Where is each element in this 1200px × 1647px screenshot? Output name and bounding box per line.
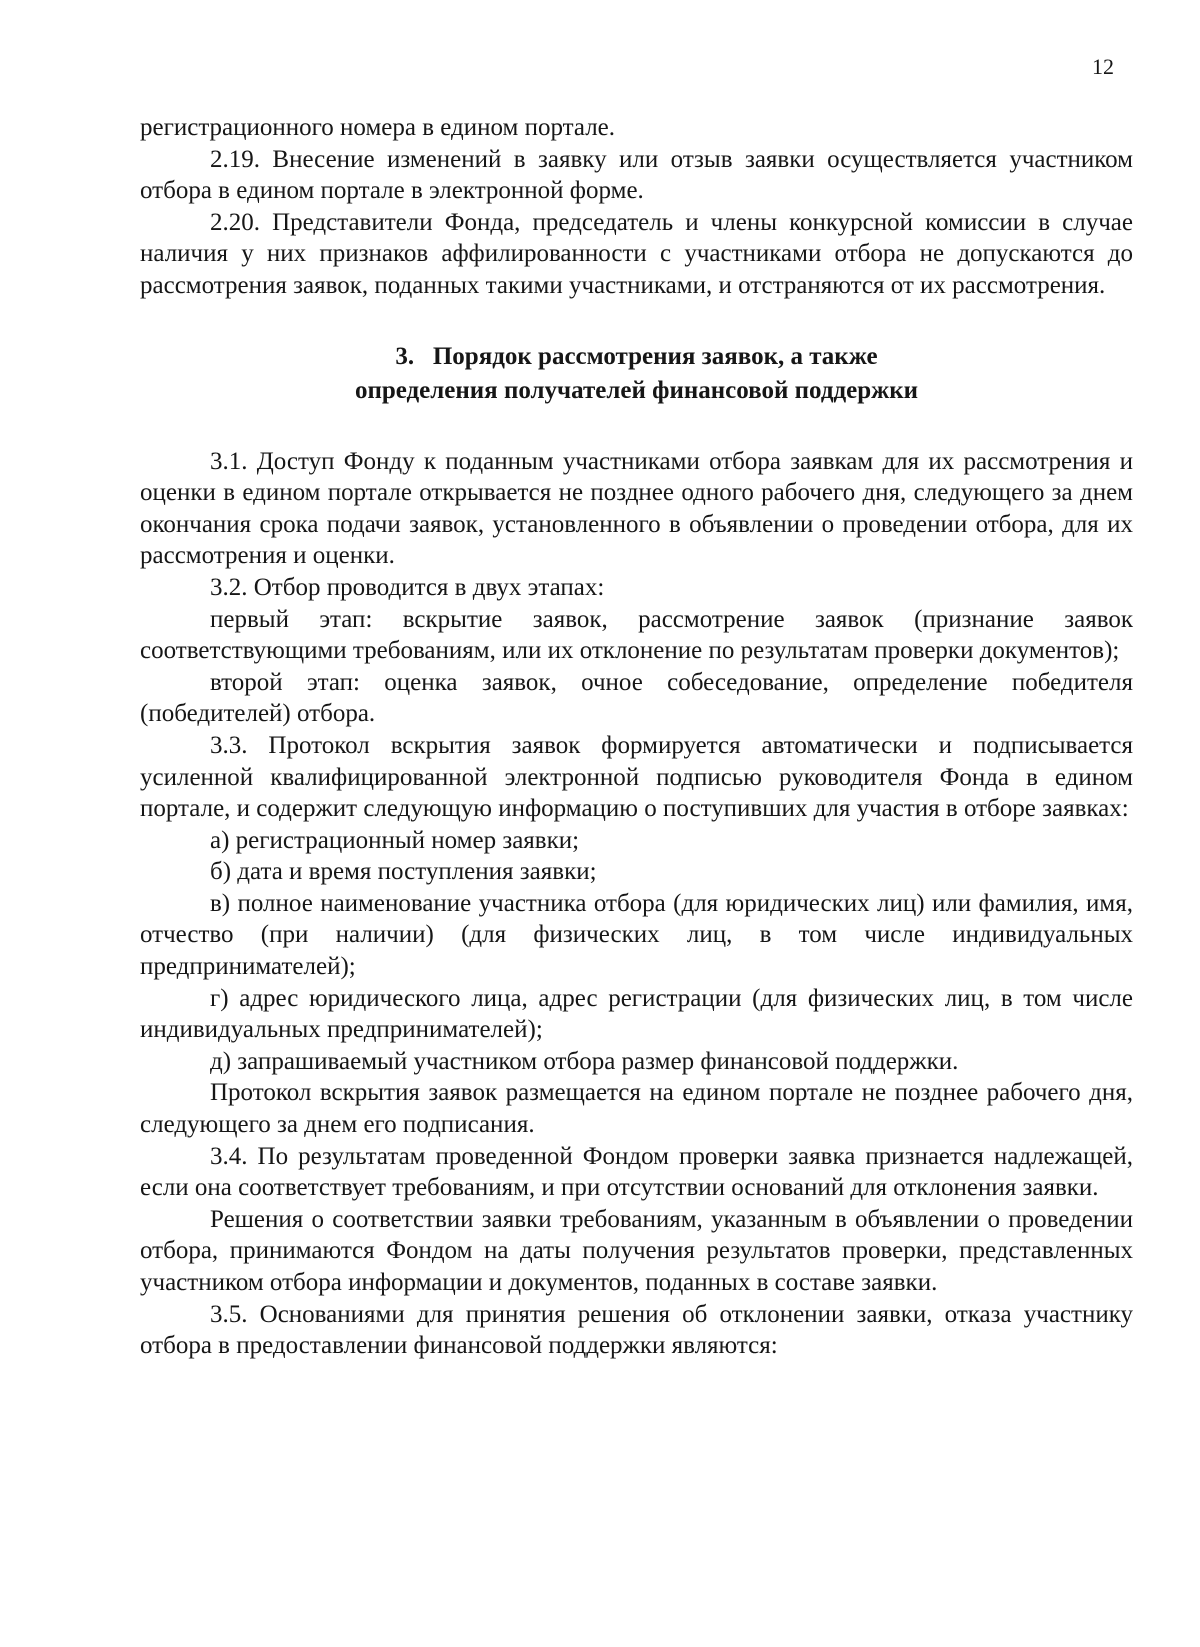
paragraph: 3.3. Протокол вскрытия заявок формируется автоматически и подписывается усиленной квалифицированной электронной подписью руководителя Фонда в едином портале, и содержит следующую информацию о поступивших для участия в отборе заявках:	[140, 731, 1133, 823]
paragraph: второй этап: оценка заявок, очное собеседование, определение победителя (победителей) отбора.	[140, 668, 1133, 728]
page-number: 12	[1092, 54, 1114, 79]
section-heading-line: определения получателей финансовой поддержки	[354, 376, 919, 404]
list-item: а) регистрационный номер заявки;	[210, 826, 580, 854]
paragraph: первый этап: вскрытие заявок, рассмотрение заявок (признание заявок соответствующими требованиям, или их отклонение по результатам проверки документов);	[140, 605, 1133, 665]
paragraph: 2.19. Внесение изменений в заявку или отзыв заявки осуществляется участником отбора в едином портале в электронной форме.	[140, 145, 1133, 205]
paragraph: 3.4. По результатам проведенной Фондом проверки заявка признается надлежащей, если она соответствует требованиям, и при отсутствии оснований для отклонения заявки.	[140, 1142, 1133, 1202]
paragraph: 2.20. Представители Фонда, председатель и члены конкурсной комиссии в случае наличия у них признаков аффилированности с участниками отбора не допускаются до рассмотрения заявок, поданных такими участниками, и отстраняются от их рассмотрения.	[140, 208, 1133, 299]
section-heading	[140, 340, 1133, 408]
paragraph: 3.5. Основаниями для принятия решения об отклонении заявки, отказа участнику отбора в предоставлении финансовой поддержки являются:	[140, 1300, 1133, 1360]
list-item: б) дата и время поступления заявки;	[210, 858, 597, 886]
paragraph: 3.2. Отбор проводится в двух этапах:	[210, 573, 605, 601]
list-item: в) полное наименование участника отбора (для юридических лиц) или фамилия, имя, отчество (при наличии) (для физических лиц, в том числе индивидуальных предпринимателей);	[140, 889, 1133, 981]
section-heading-line: 3. Порядок рассмотрения заявок, а также	[395, 342, 878, 370]
document-body	[140, 112, 1133, 1362]
list-item: д) запрашиваемый участником отбора размер финансовой поддержки.	[210, 1047, 959, 1075]
paragraph: Протокол вскрытия заявок размещается на едином портале не позднее рабочего дня, следующего за днем его подписания.	[140, 1079, 1133, 1139]
list-item: г) адрес юридического лица, адрес регистрации (для физических лиц, в том числе индивидуальных предпринимателей);	[140, 984, 1133, 1044]
paragraph: Решения о соответствии заявки требованиям, указанным в объявлении о проведении отбора, принимаются Фондом на даты получения результатов проверки, представленных участником отбора информации и документов, поданных в составе заявки.	[140, 1205, 1133, 1296]
paragraph: регистрационного номера в едином портале.	[140, 114, 616, 141]
paragraph: 3.1. Доступ Фонду к поданным участниками отбора заявкам для их рассмотрения и оценки в едином портале открывается не позднее одного рабочего дня, следующего за днем окончания срока подачи заявок, установленного в объявлении о проведении отбора, для их рассмотрения и оценки.	[140, 447, 1133, 570]
